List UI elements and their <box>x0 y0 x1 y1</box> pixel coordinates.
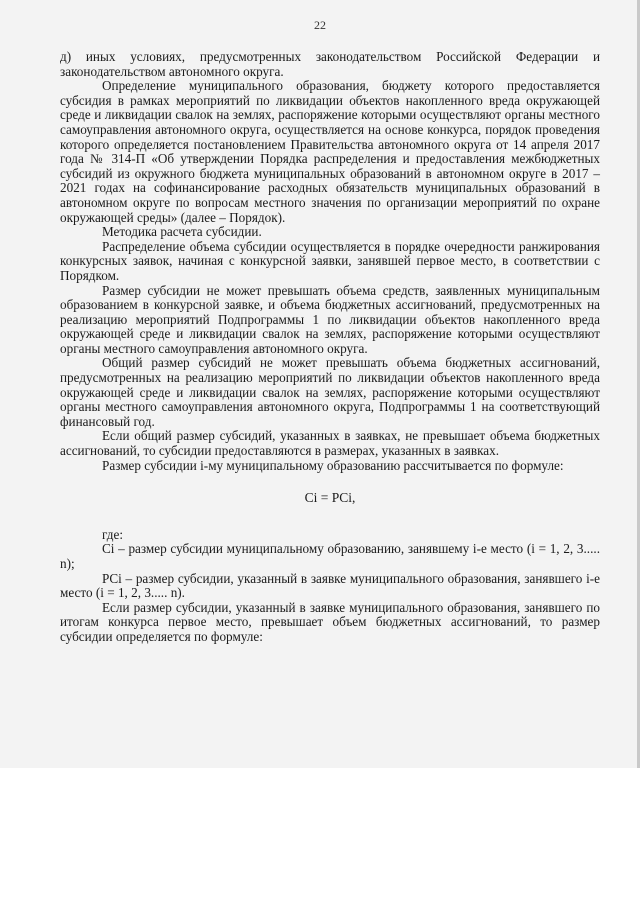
formula: Ci = PCi, <box>304 490 356 506</box>
paragraph: Если общий размер субсидий, указанных в заявках, не превышает объема бюджетных ассигнований, то субсидии предоставляются в размерах, указанных в заявках. <box>60 428 600 459</box>
paragraph: Если размер субсидии, указанный в заявке муниципального образования, занявшего по итогам конкурса первое место, превышает объем бюджетных ассигнований, то размер субсидии определяется по формуле: <box>60 599 600 644</box>
formula-definition-pci: PCi – размер субсидии, указанный в заявке муниципального образования, занявшего i-е место (i = 1, 2, 3..... n). <box>60 570 600 601</box>
paragraph: Размер субсидии не может превышать объема средств, заявленных муниципальным образованием в конкурсной заявке, и объема бюджетных ассигнований, предусмотренных на реализацию мероприятий Подпрограммы 1 по ликвидации объектов накопленного вреда окружающей среде и ликвидации свалок на землях, распоряжение которыми осуществляют органы местного самоуправления автономного округа. <box>60 282 600 356</box>
paragraph: Общий размер субсидий не может превышать объема бюджетных ассигнований, предусмотренных на реализацию мероприятий по ликвидации объектов накопленного вреда окружающей среде и ликвидации свалок на землях, распоряжение которыми осуществляют органы местного самоуправления автономного округа, Подпрограммы 1 на соответствующий финансовый год. <box>60 355 600 429</box>
paragraph: Распределение объема субсидии осуществляется в порядке очередности ранжирования конкурсных заявок, начиная с конкурсной заявки, занявшей первое место, в соответствии с Порядком. <box>60 238 600 283</box>
formula-where-label: где: <box>102 526 123 542</box>
document-body <box>60 50 600 645</box>
paragraph: Методика расчета субсидии. <box>102 224 262 240</box>
paragraph: Определение муниципального образования, бюджету которого предоставляется субсидия в рамках мероприятий по ликвидации объектов накопленного вреда окружающей среде и ликвидации свалок на землях, распоряжение которыми осуществляют органы местного самоуправления автономного округа, осуществляется на основе конкурса, порядок проведения которого определяется постановлением Правительства автономного округа от 14 апреля 2017 года № 314-П «Об утверждении Порядка распределения и предоставления межбюджетных субсидий из окружного бюджета муниципальных образований в автономном округе в 2017 – 2021 годах на софинансирование расходных обязательств муниципальных образований в автономном округе по вопросам местного значения по организации мероприятий по охране окружающей среды» (далее – Порядок). <box>60 78 600 225</box>
formula-definition-ci: Ci – размер субсидии муниципальному образованию, занявшему i-е место (i = 1, 2, 3..... n); <box>60 541 600 571</box>
paragraph: д) иных условиях, предусмотренных законодательством Российской Федерации и законодательством автономного округа. <box>60 49 600 79</box>
paragraph: Размер субсидии i-му муниципальному образованию рассчитывается по формуле: <box>102 457 564 473</box>
page-number: 22 <box>314 18 326 32</box>
